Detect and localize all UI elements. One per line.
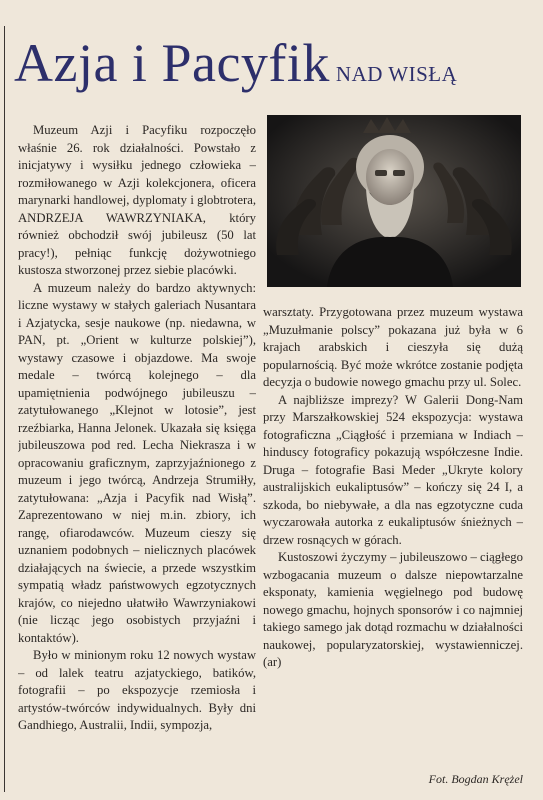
photo-credit: Fot. Bogdan Krężel <box>428 772 523 786</box>
headline-sub: NAD WISŁĄ <box>335 62 458 86</box>
paragraph: A muzeum należy do bardzo aktywnych: liczne wystawy w stałych galeriach Nusantara i Azjatycka, sesje naukowe (np. niedawna, w PAN, pt. „Orient w kulturze polskiej”), wystawy czasowe i objazdowe. Ma swoje medale – twórcą kolejnego – dla upamiętnienia podwójnego jubileuszu – zatytułowanego „Klejnot w lotosie”, jest rzeźbiarka, Hanna Jelonek. Ukazała się księga jubileuszowa pod red. Lecha Niekrasza i w opracowaniu graficznym, zaprzyjaźnionego z muzeum i jego twórcą, Andrzeja Strumiłły, zatytułowana: „Azja i Pacyfik nad Wisłą”. Zaprezentowano w niej m.in. zbiory, ich rangę, ofiarodawców. Muzeum cieszy się uznaniem podobnych – nielicznych placówek działających na świecie, a przede wszystkim sympatią władz państwowych egzotycznych krajów, co niejedno ułatwiło Wawrzyniakowi (nie licząc jego osobistych przyjaźni i kontaktów). <box>18 280 256 645</box>
paragraph: Było w minionym roku 12 nowych wystaw – od lalek teatru azjatyckiego, batików, fotografii – po ekspozycje rzemiosła i artystów-twórców indywidualnych. Były dni Gandhiego, Australii, Indii, sympozja, <box>18 648 256 732</box>
portrait-photo <box>267 115 521 287</box>
headline-main: Azja i Pacyfik <box>14 33 330 93</box>
portrait-photo-illustration <box>267 115 521 287</box>
paragraph: Kustoszowi życzymy – jubileuszowo – ciągłego wzbogacania muzeum o dalsze niepowtarzalne eksponaty, kamienia węgielnego pod budowę nowego gmachu, hojnych sponsorów i co najmniej takiego samego jak dotąd rozmachu w działalności naukowej, popularyzatorskiej, wystawienniczej. (ar) <box>263 550 523 669</box>
article-column-right <box>263 304 523 764</box>
headline <box>14 32 534 100</box>
column-rule <box>4 26 5 792</box>
paragraph: warsztaty. Przygotowana przez muzeum wystawa „Muzułmanie polscy” pokazana już była w 6 krajach arabskich i cieszyła się dużą popularnością. Być może wkrótce zostanie podjęta decyzja o budowie nowego gmachu przy ul. Solec. <box>263 305 523 389</box>
paragraph: A najbliższe imprezy? W Galerii Dong-Nam przy Marszałkowskiej 524 ekspozycja: wystawa fotograficzna „Ciągłość i przemiana w Indiach – hinduscy fotograficy pokazują współczesne Indie. Druga – fotografie Basi Meder „Ukryte kolory australijskich eukaliptusów” – kończy się 24 I, a szkoda, bo niebywałe, a dla nas egzotyczne cuda wyczarowała autorka z eukaliptusów śnieżnych – drzew rosnących w górach. <box>263 392 523 547</box>
paragraph: Muzeum Azji i Pacyfiku rozpoczęło właśnie 26. rok działalności. Powstało z inicjatywy i wysiłku jednego człowieka – rozmiłowanego w Azji kolekcjonera, oficera marynarki handlowej, dyplomaty i globtrotera, ANDRZEJA WAWRZYNIAKA, który również obchodził swój jubileusz (50 lat pracy!), pełniąc funkcję dożywotniego kustosza stworzonej przez siebie placówki. <box>18 123 256 277</box>
article-column-left <box>18 122 256 786</box>
